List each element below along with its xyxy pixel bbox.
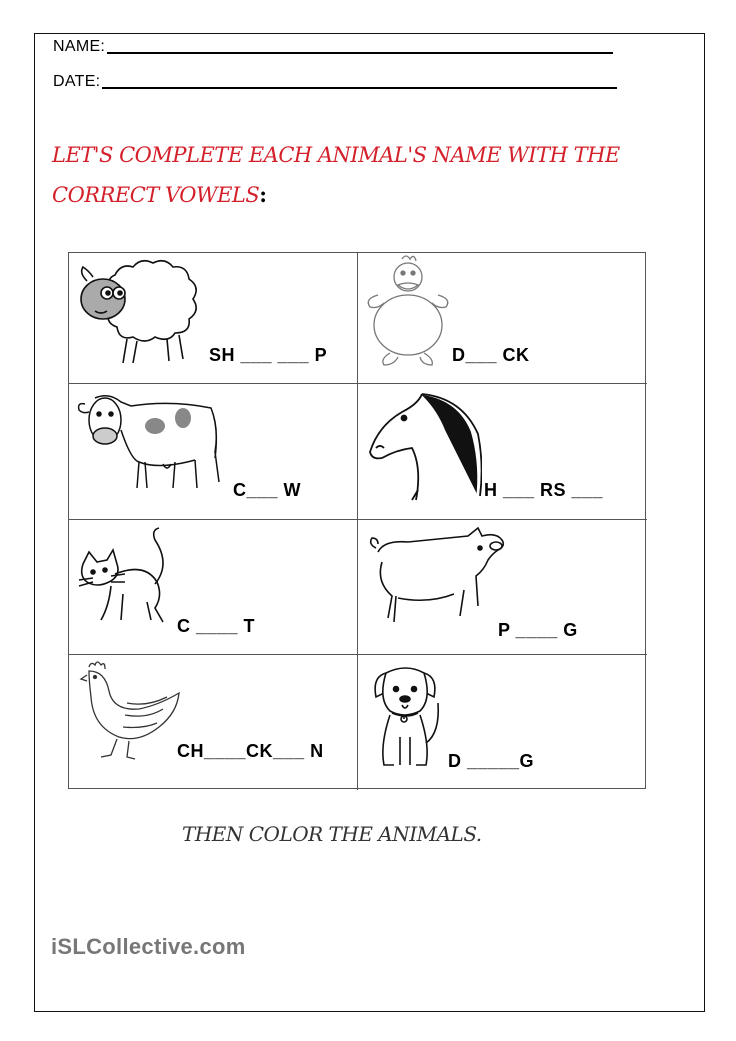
name-line[interactable] — [107, 52, 613, 54]
name-label: NAME: — [53, 38, 106, 55]
hen-icon — [77, 657, 187, 767]
instructions-colon: : — [259, 182, 267, 207]
word-dog: D _____G — [448, 751, 535, 771]
animal-cell-dog — [358, 655, 647, 790]
word-cat: C ____ T — [177, 616, 256, 636]
animal-cell-pig — [358, 520, 647, 655]
animal-cell-cat — [69, 520, 358, 655]
pig-icon — [368, 522, 508, 642]
horse-icon — [362, 388, 482, 508]
color-instruction: THEN COLOR THE ANIMALS. — [182, 822, 482, 846]
word-hen: CH____CK___ N — [177, 741, 324, 761]
animal-cell-duck — [358, 253, 647, 384]
word-sheep: SH ___ ___ P — [209, 345, 328, 365]
word-horse: H ___ RS ___ — [484, 480, 604, 500]
name-field[interactable] — [53, 38, 613, 56]
animal-cell-horse — [358, 384, 647, 520]
word-cow: C___ W — [233, 480, 302, 500]
sheep-icon — [75, 255, 215, 375]
animal-cell-sheep — [69, 253, 358, 384]
dog-icon — [364, 657, 454, 777]
cat-icon — [75, 524, 185, 634]
animal-cell-cow — [69, 384, 358, 520]
word-pig: P ____ G — [498, 620, 578, 640]
instructions-line-1: LET'S COMPLETE EACH ANIMAL'S NAME WITH THE — [52, 143, 620, 167]
instructions-line-2 — [52, 175, 652, 215]
instructions — [52, 135, 652, 215]
date-field[interactable] — [53, 73, 617, 91]
duck-icon — [362, 253, 462, 375]
word-duck: D___ CK — [452, 345, 530, 365]
cow-icon — [75, 390, 225, 500]
instructions-line-2-text: CORRECT VOWELS — [52, 183, 260, 207]
animal-cell-hen — [69, 655, 358, 790]
animal-grid — [68, 252, 646, 789]
brand-watermark: iSLCollective.com — [51, 934, 246, 959]
date-label: DATE: — [53, 73, 101, 90]
date-line[interactable] — [102, 87, 617, 89]
